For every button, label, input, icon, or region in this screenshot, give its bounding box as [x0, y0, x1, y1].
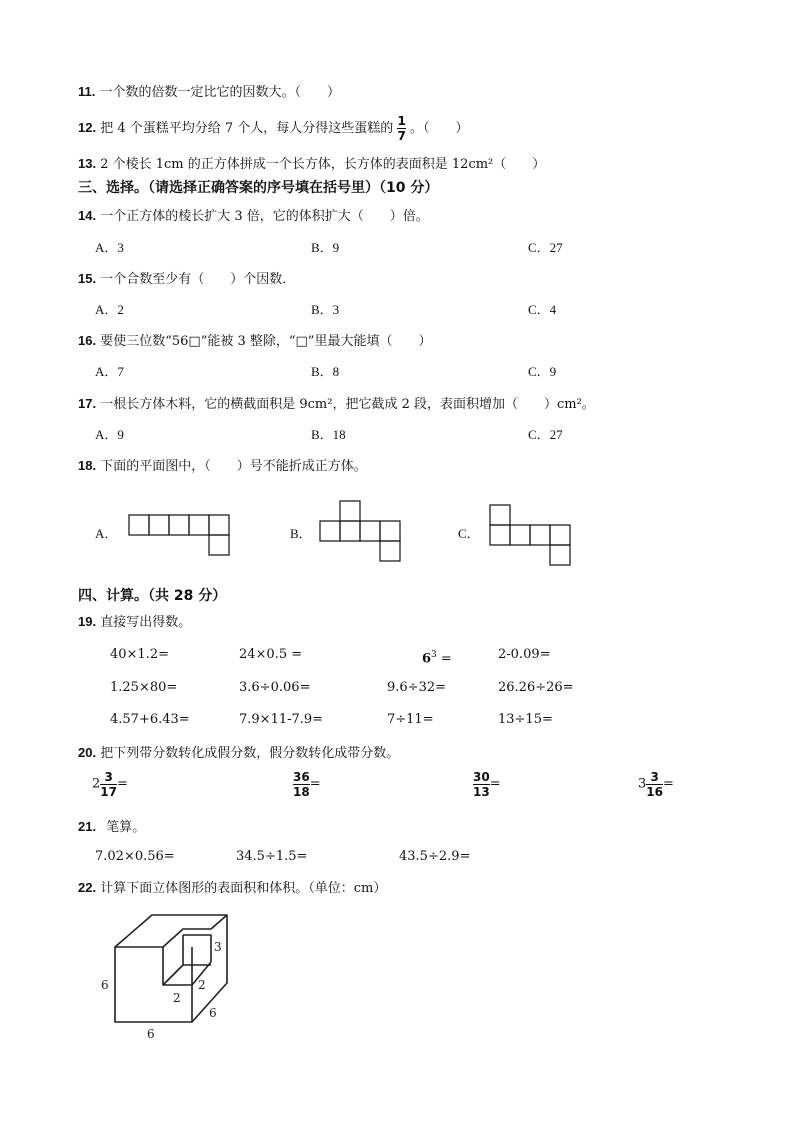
net-c-label: C．: [458, 526, 480, 541]
question-number: 15.: [78, 271, 97, 286]
option-c: C．27: [528, 427, 563, 442]
option-a: A．3: [95, 240, 124, 255]
dim-height: 6: [101, 978, 109, 992]
improper-fraction-1: $\frac{36}{18}$ =: [293, 770, 321, 799]
option-a: A．2: [95, 302, 124, 317]
question-text: 一个合数至少有（ ）个因数．: [100, 272, 296, 287]
question-13: [78, 156, 545, 173]
question-19: [78, 614, 191, 631]
net-a-label: A．: [95, 526, 118, 541]
calc-item: 7÷11=: [387, 712, 434, 727]
dim-notch-depth: 2: [198, 978, 206, 992]
dim-notch-height: 3: [214, 940, 222, 954]
question-text: 一个数的倍数一定比它的因数大。（ ）: [99, 85, 341, 100]
calc-item: 3.6÷0.06=: [239, 680, 311, 695]
option-c: C．9: [528, 364, 557, 379]
dim-depth: 6: [209, 1006, 217, 1020]
question-text: 笔算。: [106, 820, 146, 835]
calc-item: 7.9×11-7.9=: [239, 712, 324, 727]
solid-figure-diagram: [95, 905, 243, 1045]
option-b: B．9: [311, 240, 340, 255]
question-text: 把 4 个蛋糕平均分给 7 个人，每人分得这些蛋糕的: [100, 121, 394, 136]
question-11: [78, 84, 340, 101]
calc-item: 13÷15=: [498, 712, 553, 727]
section-3-heading: 三、选择。（请选择正确答案的序号填在括号里）（10 分）: [78, 180, 439, 196]
option-b: B．18: [311, 427, 346, 442]
cube-net-b: [319, 500, 403, 564]
question-number: 11.: [78, 84, 96, 99]
question-14: [78, 208, 429, 225]
question-text: 要使三位数“56□”能被 3 整除，“□”里最大能填（ ）: [100, 334, 432, 349]
question-text: 把下列带分数转化成假分数，假分数转化成带分数。: [100, 746, 400, 761]
question-text: 2 个棱长 1cm 的正方体拼成一个长方体，长方体的表面积是 12cm²（ ）: [100, 157, 546, 172]
calc-item: 26.26÷26=: [498, 680, 574, 695]
question-text: 计算下面立体图形的表面积和体积。（单位：cm）: [100, 881, 387, 896]
fraction-one-seventh: $\frac{1}{7}$: [397, 114, 406, 143]
power-exponent: 3: [431, 650, 437, 660]
question-number: 17.: [78, 396, 97, 411]
calc-item: 40×1.2=: [110, 647, 170, 662]
question-number: 21.: [78, 819, 97, 834]
question-text-end: 。（ ）: [409, 121, 469, 136]
cube-net-a: [128, 514, 232, 556]
calc-item: 2-0.09=: [498, 647, 551, 662]
question-number: 19.: [78, 614, 97, 629]
question-20: [78, 745, 399, 762]
question-17: [78, 396, 595, 413]
calc-power: [422, 647, 452, 667]
option-a: A．9: [95, 427, 124, 442]
question-number: 18.: [78, 458, 97, 473]
question-text: 一个正方体的棱长扩大 3 倍，它的体积扩大（ ）倍。: [100, 209, 429, 224]
question-12: [78, 113, 468, 144]
calc-item: 34.5÷1.5=: [236, 849, 308, 864]
option-a: A．7: [95, 364, 124, 379]
calc-item: 1.25×80=: [110, 680, 178, 695]
question-15: [78, 271, 295, 288]
calc-item: 7.02×0.56=: [95, 849, 175, 864]
calc-item: 43.5÷2.9=: [399, 849, 471, 864]
cube-net-c: [489, 504, 573, 568]
option-b: B．3: [311, 302, 340, 317]
net-b-label: B．: [290, 526, 312, 541]
question-18: [78, 458, 367, 475]
question-number: 13.: [78, 156, 97, 171]
option-b: B．8: [311, 364, 340, 379]
question-number: 20.: [78, 745, 97, 760]
question-number: 16.: [78, 333, 97, 348]
dim-notch-width: 2: [173, 991, 181, 1005]
question-text: 直接写出得数。: [100, 615, 192, 630]
dim-length: 6: [147, 1027, 155, 1041]
option-c: C．27: [528, 240, 563, 255]
mixed-number-1: 2 $\frac{3}{17}$ =: [92, 770, 128, 799]
improper-fraction-2: $\frac{30}{13}$ =: [473, 770, 501, 799]
question-number: 14.: [78, 208, 97, 223]
power-base: 6: [422, 651, 432, 667]
calc-item: 9.6÷32=: [387, 680, 447, 695]
question-number: 12.: [78, 120, 97, 135]
power-equals: =: [436, 651, 452, 667]
option-c: C．4: [528, 302, 557, 317]
section-4-heading: 四、计算。（共 28 分）: [78, 588, 227, 604]
question-16: [78, 333, 431, 350]
mixed-number-2: 3 $\frac{3}{16}$ =: [638, 770, 674, 799]
question-21: [78, 819, 145, 836]
question-22: [78, 880, 386, 897]
calc-item: 4.57+6.43=: [110, 712, 190, 727]
question-text: 下面的平面图中，（ ）号不能折成正方体。: [100, 459, 367, 474]
question-text: 一根长方体木料，它的横截面积是 9cm²，把它截成 2 段，表面积增加（ ）cm²。: [100, 397, 595, 412]
calc-item: 24×0.5 =: [239, 647, 303, 662]
question-number: 22.: [78, 880, 97, 895]
